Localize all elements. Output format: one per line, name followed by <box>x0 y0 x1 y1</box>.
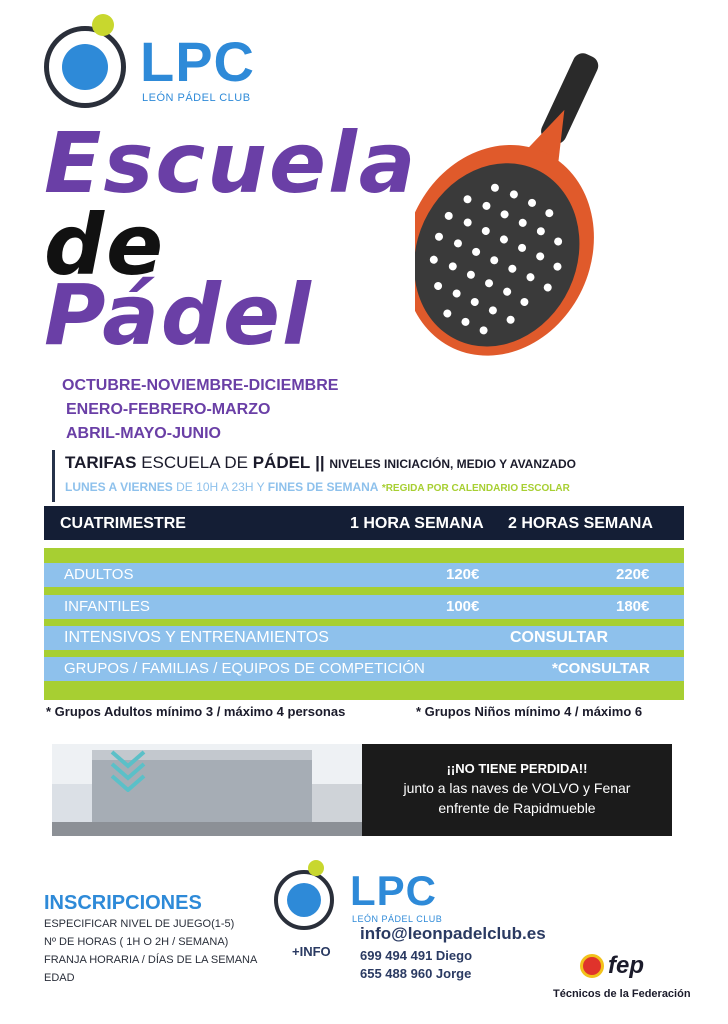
chevrons-down-icon <box>110 750 146 792</box>
tarifas-block <box>52 450 692 502</box>
row-label: INTENSIVOS Y ENTRENAMIENTOS <box>64 629 329 646</box>
club-photo <box>52 744 362 836</box>
row-price-consult: *CONSULTAR <box>552 660 650 677</box>
table-row <box>44 657 684 681</box>
banner-headline: ¡¡NO TIENE PERDIDA!! <box>446 761 588 776</box>
season-2: ENERO-FEBRERO-MARZO <box>66 401 271 418</box>
contact-phone-1: 699 494 491 Diego <box>360 948 473 963</box>
tarifas-padel: PÁDEL <box>252 453 311 472</box>
row-price-2h: 220€ <box>616 566 650 583</box>
table-header <box>44 506 684 540</box>
federation-caption: Técnicos de la Federación <box>553 988 691 1000</box>
federation-logo <box>580 952 700 984</box>
header-cuatrimestre: CUATRIMESTRE <box>60 515 186 532</box>
schedule-weekend: FINES DE SEMANA <box>267 480 379 494</box>
tarifas-escuela: ESCUELA DE <box>141 453 248 472</box>
info-label: +INFO <box>292 944 331 959</box>
logo-subtitle: LEÓN PÁDEL CLUB <box>142 92 251 104</box>
title-padel: Pádel <box>44 266 313 364</box>
row-price-2h: 180€ <box>616 598 650 615</box>
list-item: ESPECIFICAR NIVEL DE JUEGO(1-5) <box>44 918 235 930</box>
title-escuela: Escuela <box>44 114 418 212</box>
note-adults: * Grupos Adultos mínimo 3 / máximo 4 personas <box>46 704 346 719</box>
list-item: Nº DE HORAS ( 1H O 2H / SEMANA) <box>44 936 229 948</box>
season-1: OCTUBRE-NOVIEMBRE-DICIEMBRE <box>62 377 339 394</box>
inscripciones-title: INSCRIPCIONES <box>44 892 202 914</box>
contact-phone-2: 655 488 960 Jorge <box>360 966 472 981</box>
row-label: ADULTOS <box>64 566 134 583</box>
logo-subtitle: LEÓN PÁDEL CLUB <box>352 914 443 924</box>
table-row <box>44 626 684 650</box>
season-3: ABRIL-MAYO-JUNIO <box>66 425 221 442</box>
header-1-hora: 1 HORA SEMANA <box>350 515 484 532</box>
logo-ball-icon <box>44 26 126 108</box>
bottom-logo <box>274 860 454 932</box>
location-banner <box>362 744 672 836</box>
list-item: FRANJA HORARIA / DÍAS DE LA SEMANA <box>44 954 258 966</box>
federation-ball-icon <box>580 954 604 978</box>
inscripciones-list <box>44 915 274 987</box>
tarifas-levels: NIVELES INICIACIÓN, MEDIO Y AVANZADO <box>329 457 577 471</box>
tarifas-word: TARIFAS <box>65 453 137 472</box>
table-row <box>44 563 684 587</box>
table-row <box>44 595 684 619</box>
logo-ball-icon <box>274 870 334 930</box>
banner-line-2: junto a las naves de VOLVO y Fenar <box>403 780 631 796</box>
top-logo <box>44 14 274 114</box>
tennis-ball-icon <box>308 860 324 876</box>
banner-line-3: enfrente de Rapidmueble <box>438 800 596 816</box>
header-2-horas: 2 HORAS SEMANA <box>508 515 653 532</box>
schedule-hours: DE 10H A 23H Y <box>176 480 265 494</box>
logo-brand: LPC <box>140 30 255 93</box>
row-price-1h: 120€ <box>446 566 480 583</box>
row-price-consult: CONSULTAR <box>510 629 609 646</box>
padel-racket-icon <box>415 40 625 370</box>
note-children: * Grupos Niños mínimo 4 / máximo 6 <box>416 704 643 719</box>
contact-email[interactable]: info@leonpadelclub.es <box>360 924 546 943</box>
logo-brand: LPC <box>350 867 437 914</box>
row-label: INFANTILES <box>64 598 150 615</box>
row-label: GRUPOS / FAMILIAS / EQUIPOS DE COMPETICIÓN <box>64 660 425 677</box>
federation-logo-text: fep <box>608 952 644 979</box>
row-price-1h: 100€ <box>446 598 480 615</box>
tarifas-separator: || <box>315 453 325 472</box>
schedule-note: *REGIDA POR CALENDARIO ESCOLAR <box>381 483 570 494</box>
tennis-ball-icon <box>92 14 114 36</box>
schedule-weekdays: LUNES A VIERNES <box>65 480 173 494</box>
title-de: de <box>44 196 166 294</box>
list-item: EDAD <box>44 972 75 984</box>
